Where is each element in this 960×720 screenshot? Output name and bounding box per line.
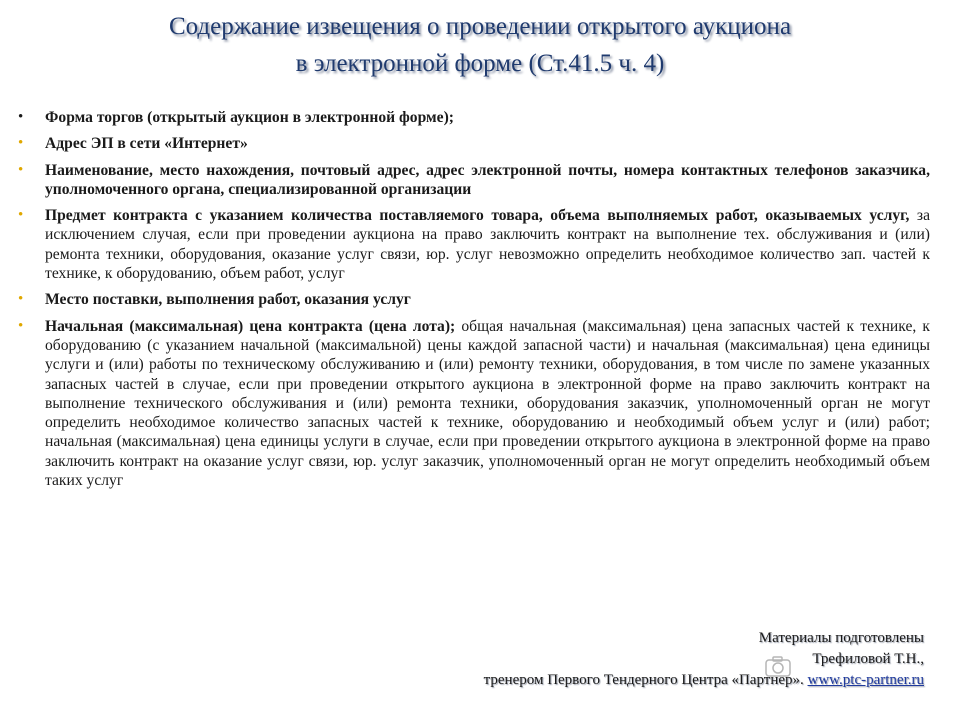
bullet-bold-text: Место поставки, выполнения работ, оказания услуг <box>45 291 411 309</box>
footer-website-link[interactable]: www.ptc-partner.ru <box>807 672 924 688</box>
bullet-text: общая начальная (максимальная) цена запасных частей к технике, к оборудованию (с указанием начальной (максимальной) цены каждой запасной части) и начальная (максимальная) цена единицы услуги и (или) работы по техническому обслуживанию и (или) ремонту техники, оборудования, в том числе по замене указанных запасных частей в случае, если при проведении открытого аукциона в электронной форме на право заключить контракт на выполнение технического обслуживания и (или) ремонта техники, оборудования заказчик, уполномоченный орган не могут определить необходимое количество запасных частей к технике, оборудованию и необходимый объем услуг и (или) работ; начальная (максимальная) цена единицы услуги в случае, если при проведении открытого аукциона в электронной форме на право заключить контракт на оказание услуг связи, юр. услуг заказчик, уполномоченный орган не могут определить необходимый объем таких услуг <box>45 317 930 490</box>
bullet-item <box>18 134 930 153</box>
bullet-marker: • <box>18 109 24 125</box>
footer-credits <box>324 628 924 691</box>
footer-trainer-text: тренером Первого Тендерного Центра «Партнер». <box>483 672 804 688</box>
bullet-marker: • <box>18 207 24 224</box>
footer-line-2: Трефиловой Т.Н., <box>812 651 924 667</box>
bullet-list <box>18 108 930 497</box>
slide-title-line-2: в электронной форме (Ст.41.5 ч. 4) <box>295 50 665 77</box>
bullet-bold-text: Начальная (максимальная) цена контракта (цена лота); <box>45 317 456 335</box>
camera-watermark-icon <box>765 655 791 677</box>
bullet-marker: • <box>18 291 24 308</box>
bullet-item <box>18 108 930 127</box>
bullet-marker: • <box>18 135 24 152</box>
bullet-item <box>18 317 930 491</box>
bullet-bold-text: Форма торгов (открытый аукцион в электронной форме); <box>45 109 454 126</box>
slide-title <box>40 8 920 82</box>
footer-line-3 <box>324 670 924 691</box>
bullet-item <box>18 161 930 200</box>
bullet-bold-text: Наименование, место нахождения, почтовый адрес, адрес электронной почты, номера контактных телефонов заказчика, уполномоченного органа, специализированной организации <box>45 161 930 198</box>
bullet-item <box>18 290 930 309</box>
bullet-item <box>18 206 930 283</box>
slide-title-line-1: Содержание извещения о проведении открытого аукциона <box>168 13 792 40</box>
bullet-bold-text: Адрес ЭП в сети «Интернет» <box>45 135 248 153</box>
bullet-marker: • <box>18 317 24 334</box>
bullet-marker: • <box>18 161 24 178</box>
bullet-bold-text: Предмет контракта с указанием количества поставляемого товара, объема выполняемых работ, оказываемых услуг, <box>45 207 910 225</box>
footer-line-1: Материалы подготовлены <box>758 630 924 646</box>
bullet-text: за исключением случая, если при проведении аукциона на право заключить контракт на выполнение тех. обслуживания и (или) ремонта техники, оборудования, оказание услуг связи, юр. услуг невозможно определить необходимое количество зап. частей к технике, к оборудованию, объем работ, услуг <box>45 207 931 283</box>
